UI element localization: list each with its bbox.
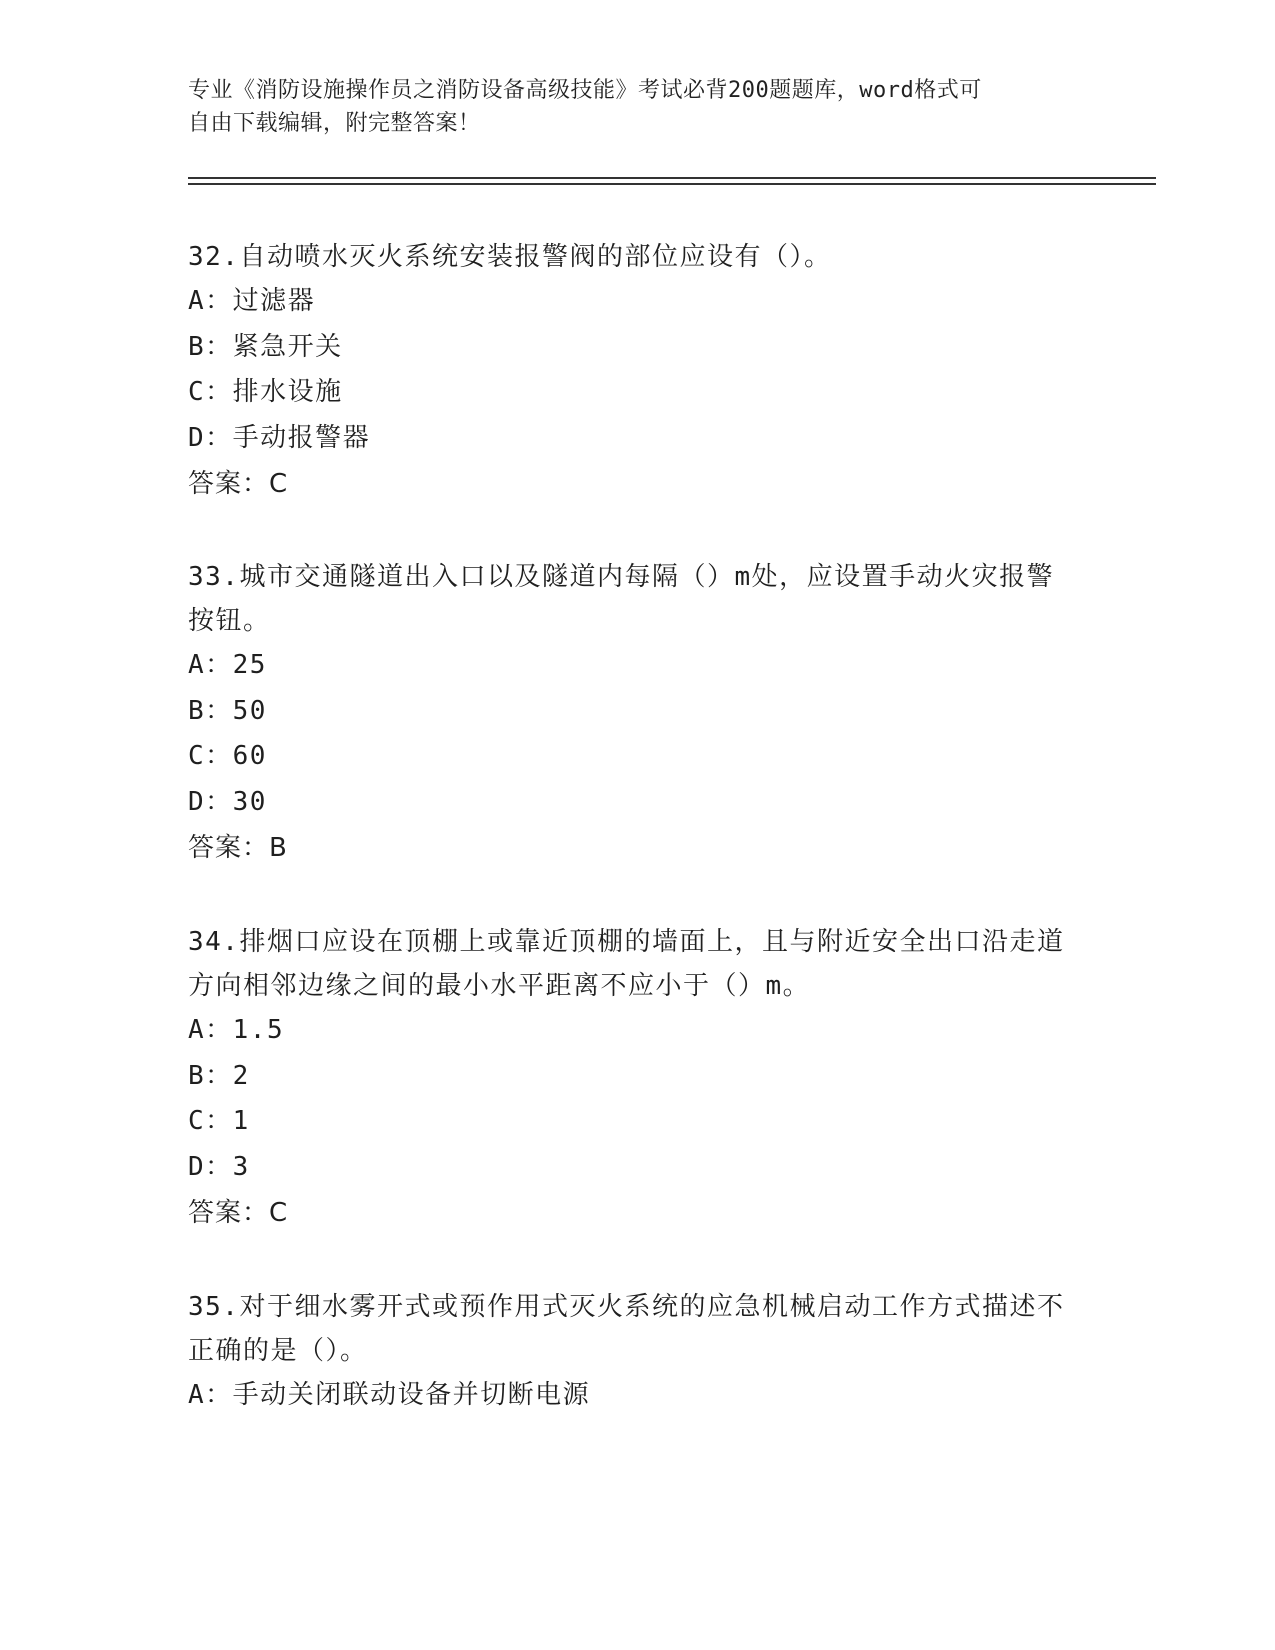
header-divider-top — [188, 177, 1156, 179]
option-a: A：25 — [188, 650, 267, 680]
answer: 答案：C — [188, 1198, 289, 1228]
option-c: C：排水设施 — [188, 377, 343, 407]
header-divider-bottom — [188, 183, 1156, 185]
option-b: B：50 — [188, 695, 267, 726]
option-c: C：1 — [188, 1106, 250, 1136]
question-32 — [188, 235, 1078, 507]
option-d: D：3 — [188, 1151, 250, 1182]
question-stem: 32.自动喷水灭火系统安装报警阀的部位应设有（）。 — [188, 242, 832, 272]
header-line-1: 专业《消防设施操作员之消防设备高级技能》考试必背200题题库，word格式可 — [188, 78, 982, 103]
question-stem: 34.排烟口应设在顶棚上或靠近顶棚的墙面上，且与附近安全出口沿走道方向相邻边缘之间的最小水平距离不应小于（）m。 — [188, 927, 1065, 1001]
option-c: C：60 — [188, 741, 267, 771]
option-d: D：30 — [188, 786, 267, 817]
option-b: B：2 — [188, 1060, 250, 1091]
answer: 答案：C — [188, 469, 289, 499]
option-d: D：手动报警器 — [188, 422, 371, 453]
answer: 答案：B — [188, 833, 288, 863]
option-a: A：1.5 — [188, 1015, 285, 1045]
header-line-2: 自由下载编辑，附完整答案！ — [188, 111, 481, 136]
question-stem: 35.对于细水雾开式或预作用式灭火系统的应急机械启动工作方式描述不正确的是（）。 — [188, 1292, 1065, 1366]
document-header — [188, 74, 1088, 140]
option-b: B：紧急开关 — [188, 331, 343, 362]
question-35 — [188, 1285, 1078, 1419]
option-a: A：过滤器 — [188, 286, 316, 316]
question-33 — [188, 555, 1078, 871]
question-stem: 33.城市交通隧道出入口以及隧道内每隔（）m处，应设置手动火灾报警按钮。 — [188, 562, 1055, 636]
question-34 — [188, 920, 1078, 1236]
option-a: A：手动关闭联动设备并切断电源 — [188, 1380, 591, 1410]
